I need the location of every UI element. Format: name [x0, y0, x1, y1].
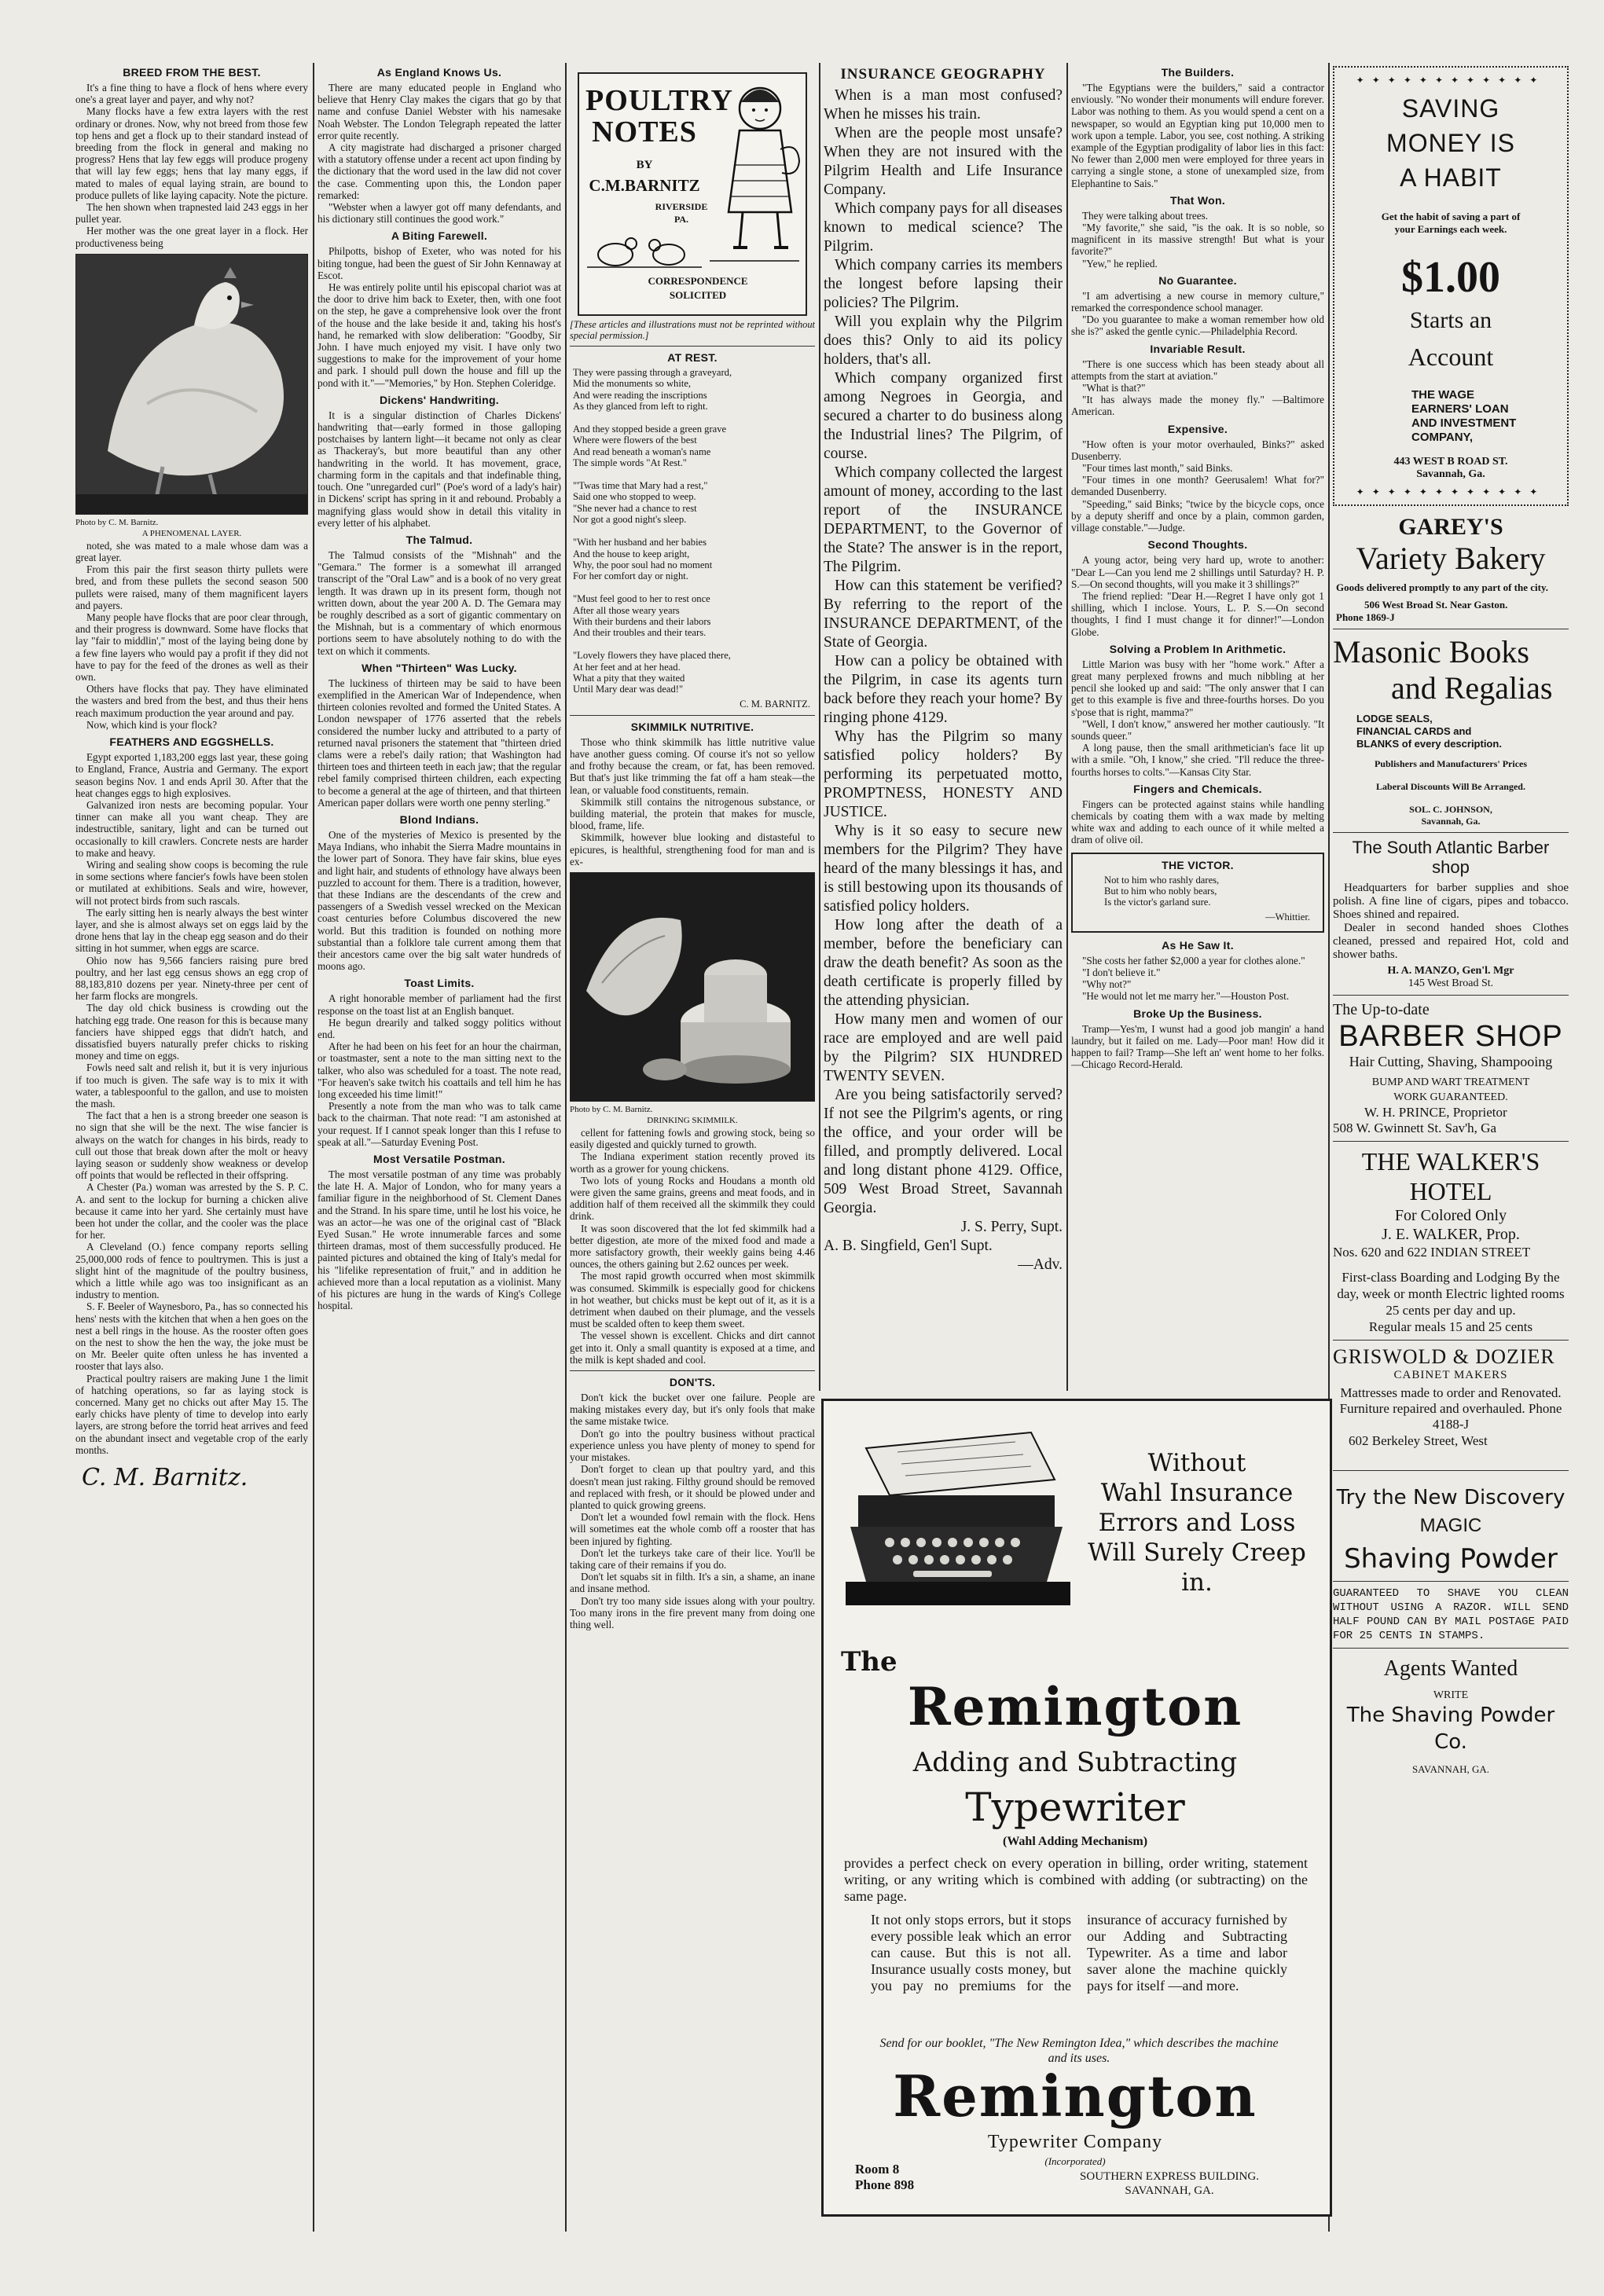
ad-border-dots: ✦✦✦✦✦✦✦✦✦✦✦✦: [1356, 486, 1546, 497]
paragraph: cellent for fattening fowls and growing stock, being so easily digested and quickly turned to growth.: [570, 1127, 815, 1151]
adv-mark: —Adv.: [1018, 1256, 1063, 1273]
paragraph: Which company pays for all diseases known to medical science? The Pilgrim.: [824, 200, 1063, 255]
article-title: The Talmud.: [406, 533, 473, 546]
walker-text: First-class Boarding and Lodging By the day, week or month Electric lighted rooms 25 cents per day and up.: [1337, 1270, 1565, 1318]
walker-hotel-title: THE WALKER'S HOTEL: [1361, 1147, 1540, 1205]
article-title: Second Thoughts.: [1147, 538, 1248, 552]
headline-line: MONEY IS: [1386, 129, 1515, 157]
paragraph: Will you explain why the Pilgrim does this? Only to aid its policy holders, that's all.: [824, 314, 1063, 368]
paragraph: Why is it so easy to secure new members for the Pilgrim? They have heard of the many blessings it has, and is still bestowing upon its thousands of satisfied policy holders.: [824, 823, 1063, 915]
paragraph: Tramp—Yes'm, I wunst had a good job mangin' a hand laundry, but it failed on me. Lady—Poor man! How did it happen to fail? Tramp—She left an' went home to her folks.—Chicago Record-Herald.: [1071, 1022, 1324, 1071]
article-title: INSURANCE GEOGRAPHY: [840, 66, 1046, 83]
column-rule: [819, 63, 820, 1391]
paragraph: Don't kick the bucket over one failure. People are making mistakes every day, but it's only fools that make the same mistake twice.: [570, 1392, 815, 1428]
paragraph: Are you being satisfactorily served? If not see the Pilgrim's agents, or ring the office, and your order will be filled, and promptly delivered. Local and long distant phone 4129. Office, 509 West Broad Street, Savannah Georgia.: [824, 1087, 1063, 1216]
paragraph: Those who think skimmilk has little nutritive value have another guess coming. Of course it's not so yellow and frothy because the cream, or fat, has been removed. But that's just like trimming the fat off a ham steak—the lean, or valuable food constituents, remain.: [570, 735, 815, 796]
paragraph: "I don't believe it.": [1082, 966, 1161, 978]
phone-line: Phone 898: [855, 2177, 915, 2192]
company-line: AND INVESTMENT: [1411, 416, 1517, 430]
paragraph: The luckiness of thirteen may be said to have been exemplified in the American War of Independence, when thirteen colonies revolted and formed the United States. A London newspaper of 1776 asserted that the rebels considered the number lucky and attributed to a party of returned naval prisoners the statement that "thirteen dried clams were a rebel's daily ration; that Washington had thirteen toes and thirteen teeth in each jaw; that the regular rebel family comprised thirteen children, each expecting to become a general at the age of thirteen, and that thirteen American paper dollars were worth one penny sterling.": [317, 677, 561, 809]
masthead-place: PA.: [674, 214, 689, 225]
masthead-title-line: NOTES: [592, 116, 697, 149]
paragraph: Others have flocks that pay. They have eliminated the wasters and bred from the best, and thus their hens reach maximum production the year around and pay.: [75, 683, 308, 719]
paragraph: "Webster when a lawyer got off many defendants, and his dictionary still continues the good work.": [317, 201, 561, 226]
barber-treatment: BUMP AND WART TREATMENT: [1371, 1076, 1530, 1088]
victor-poem-box: [1071, 853, 1324, 933]
remington-body: provides a perfect check on every operation in billing, order writing, statement writing, or any writing which is combined with adding (or subtracting) on the same page.: [844, 1855, 1308, 1904]
paragraph: The early sitting hen is nearly always the best winter layer, and she is almost always set on eggs laid by the drone hens that lay in the cheap egg season and do their sitting in hot summer, when eggs are scarce.: [75, 906, 308, 955]
remington-advertisement: [821, 1399, 1332, 2217]
masthead-author: C.M.BARNITZ: [589, 176, 700, 195]
column-rule: [565, 63, 567, 2232]
paragraph: "Speeding," said Binks; "twice by the bicycle cops, once by a deputy sheriff and once by a plain, common garden, village constable."—Judge.: [1071, 497, 1324, 534]
paragraph: When are the people most unsafe? When they are not insured with the Pilgrim Health and Life Insurance Company.: [824, 125, 1063, 198]
poultry-notes-masthead: [578, 72, 807, 316]
griswold-address: 602 Berkeley Street, West: [1349, 1433, 1488, 1448]
paragraph: Which company carries its members the longest before lapsing their policies? The Pilgrim.: [824, 257, 1063, 311]
room-line: Room 8: [855, 2162, 900, 2177]
shaving-agents-wanted: Agents Wanted: [1383, 1656, 1518, 1681]
paragraph: How long after the death of a member, before the beneficiary can draw the death benefit? As soon as the death certificate is properly filled by the attending physician.: [824, 917, 1063, 1009]
company-line: EARNERS' LOAN: [1411, 402, 1509, 416]
paragraph: One of the mysteries of Mexico is presented by the Maya Indians, who inhabit the Sierra Madre mountains in the lower part of Sonora. They have fair skins, blue eyes and light hair, and students of ethnology have always been puzzled to account for them. There is a tradition, however, that these Indians are the descendants of the crew and passengers of a Swedish vessel wrecked on the Mexican coast centuries before Columbus discovered the new world. But this tradition is founded on nothing more substantial than a folklore tale current among them that their ancestors came over the big salt water hundreds of moons ago.: [317, 828, 561, 973]
barber-services: Hair Cutting, Shaving, Shampooing: [1349, 1054, 1553, 1069]
article-title: FEATHERS AND EGGSHELLS.: [109, 735, 274, 749]
shaving-guarantee: GUARANTEED TO SHAVE YOU CLEAN WITHOUT USING A RAZOR. WILL SEND HALF POUND CAN BY MAIL POSTAGE PAID FOR 25 CENTS IN STAMPS.: [1333, 1587, 1569, 1642]
paragraph: "He would not let me marry her."—Houston Post.: [1082, 990, 1290, 1003]
paragraph: "Well, I don't know," answered her mother cautiously. "It sounds queer.": [1071, 717, 1324, 742]
photo-caption: A PHENOMENAL LAYER.: [141, 528, 242, 538]
ad-headline: [1341, 91, 1561, 195]
griswold-title: GRISWOLD & DOZIER: [1333, 1345, 1555, 1368]
remington-address: [1020, 2169, 1319, 2198]
garey-phone: Phone 1869-J: [1336, 611, 1395, 623]
poem-signature: —Whittier.: [1264, 911, 1310, 922]
paragraph: Which company collected the largest amount of money, according to the last report of the INSURANCE DEPARTMENT, to the Governor of the State? The answer is in the report, The Pilgrim.: [824, 464, 1063, 575]
column-5: [1071, 61, 1324, 1389]
masonic-line: Publishers and Manufacturers' Prices: [1374, 758, 1528, 769]
article-title: Solving a Problem In Arithmetic.: [1109, 642, 1287, 655]
divider: [1333, 1470, 1569, 1471]
divider: [570, 1370, 815, 1371]
article-title: Toast Limits.: [404, 977, 475, 990]
masonic-line: FINANCIAL CARDS and: [1356, 725, 1472, 737]
remington-typewriter: Typewriter: [965, 1784, 1185, 1830]
article-title: The Builders.: [1161, 66, 1235, 79]
shaving-magic: MAGIC: [1419, 1515, 1482, 1536]
divider: [1333, 1340, 1569, 1341]
column-rule: [1066, 63, 1068, 1391]
divider: [570, 715, 815, 716]
column-1: [75, 61, 308, 2238]
barber-supply-text: Dealer in second handed shoes Clothes cleaned, pressed and repaired Hot, cold and shower baths.: [1333, 922, 1569, 961]
barber-supply-address: 145 West Broad St.: [1408, 977, 1494, 989]
article-title: A Biting Farewell.: [391, 229, 488, 243]
paragraph: Ohio now has 9,566 fanciers raising pure bred poultry, and her last egg census shows an egg crop of 88,183,810 dozens per year. Ninety-three per cent of her farm flocks are mongrels.: [75, 954, 308, 1003]
paragraph: Now, which kind is your flock?: [86, 718, 218, 731]
paragraph: The day old chick business is crowding out the hatching egg trade. One reason for this is because many fanciers have shipped eggs that didn't hatch, and dissatisfied buyers naturally prefer chicks to risking money and time on eggs.: [75, 1002, 308, 1062]
barber-supply-mgr: H. A. MANZO, Gen'l. Mgr: [1387, 965, 1514, 977]
article-title: SKIMMILK NUTRITIVE.: [630, 720, 754, 733]
barber-supply-title: The South Atlantic Barber shop: [1352, 838, 1550, 877]
paragraph: A young actor, being very hard up, wrote to another: "Dear L—Can you lend me 2 shillings until Saturday? H. P. S.—On second thoughts, will you make it 3 shillings?": [1071, 554, 1324, 590]
article-title: As He Saw It.: [1162, 938, 1234, 952]
paragraph: Many people have flocks that are poor clear through, and their progress is downward. Some have flocks that lay "fair to middlin'," most of the laying being done by a few fine layers who would pay a profit if they did not have to pay for the feed of the drones as well as their own.: [75, 611, 308, 684]
signature-line: J. S. Perry, Supt.: [960, 1219, 1063, 1235]
paragraph: He begun drearily and talked soggy politics without end.: [317, 1016, 561, 1041]
paragraph: "Four times in one month? Geerusalem! What for?" demanded Dusenberry.: [1071, 474, 1324, 498]
paragraph: Skimmilk, however blue looking and distasteful to epicures, is healthful, strengthening food for man and is ex-: [570, 831, 815, 867]
article-title: When "Thirteen" Was Lucky.: [362, 661, 517, 674]
column-3: [570, 61, 815, 2238]
masthead-title-line: POULTRY: [585, 84, 733, 117]
masonic-line: LODGE SEALS,: [1356, 713, 1433, 724]
paragraph: He was entirely polite until his episcopal chariot was at the door to drive him back to Exeter, then, with one foot on the step, he gave a comprehensive look over the front of the house and the lake beside it and, taking his host's hand, he remarked with slow deliberation: "Goodby, Sir John. I have much enjoyed my visit. I have only two suggestions to make for the improvement of your home and park. I should pull down the house and fill up the pond with it."—"Memories," by Hon. Stephen Coleridge.: [317, 281, 561, 389]
masonic-line: Laberal Discounts Will Be Arranged.: [1376, 781, 1525, 792]
headline-line: Will Surely Creep in.: [1088, 1539, 1306, 1597]
paragraph: "There is one success which has been steady about all attempts from the start at aviation.": [1071, 358, 1324, 382]
ad-amount: $1.00: [1401, 253, 1500, 302]
chickens-illustration: [587, 228, 702, 272]
paragraph: When is a man most confused? When he misses his train.: [824, 87, 1063, 123]
masonic-title: and Regalias: [1391, 670, 1553, 706]
walker-prop: J. E. WALKER, Prop.: [1382, 1226, 1520, 1243]
griswold-text: Mattresses made to order and Renovated. Furniture repaired and overhauled. Phone 4188-J: [1339, 1385, 1562, 1432]
article-title: BREED FROM THE BEST.: [123, 66, 261, 79]
poem-title: AT REST.: [667, 351, 718, 364]
paragraph: The most versatile postman of any time was probably the late H. A. Major of London, who for many years a familiar figure in the neighborhood of St. Clement Danes and the Strand. In his spare time, until he lost his voice, he was an actor—he was one of the original cast of "Black Eyed Susan." He wrote innumerable farces and some thirteen dramas, most of them successfully produced. He painted pictures and obtained the king of Italy's medal for his "lifelike representation of fruit," and in addition he achieved more than a local reputation as a violinist. Many of his pictures are hung in the wards of King's College hospital.: [317, 1168, 561, 1312]
paragraph: Fowls need salt and relish it, but it is very injurious if too much is given. The safe way is to mix it with water, a tablespoonful to the gallon, and use to moisten the mash.: [75, 1062, 308, 1109]
paragraph: S. F. Beeler of Waynesboro, Pa., has so connected his hens' nests with the kitchen that when a hen goes on the nest a bell rings in the house. As the rooster often goes on the nest to show the hen the way, the joke must be on Mr. Beeler quite often unless he has invented a rooster that lays also.: [75, 1300, 308, 1373]
article-title: Expensive.: [1167, 422, 1228, 435]
paragraph: It's a fine thing to have a flock of hens where every one's a great layer and payer, and why not?: [75, 82, 308, 106]
company-line: THE WAGE: [1411, 388, 1475, 402]
masonic-lines: [1356, 713, 1569, 750]
paragraph: The fact that a hen is a strong breeder one season is no sign that she will be the next. The wise fancier is always on the watch for changes in his birds, ready to cull out those that break down after the molt or heavy laying season or suddenly show weakness or develop off points that would be reflected in their offspring.: [75, 1109, 308, 1182]
photo-credit: Photo by C. M. Barnitz.: [75, 517, 159, 527]
shaving-company: The Shaving Powder Co.: [1346, 1704, 1555, 1754]
paragraph: "What is that?": [1082, 382, 1146, 394]
girl-with-hen-illustration: [703, 79, 806, 275]
poem-text: Not to him who rashly dares, But to him who nobly bears, Is the victor's garland sure.: [1104, 874, 1220, 908]
paragraph: How many men and women of our race are employed and are well paid by the Pilgrim? SIX HUNDRED TWENTY SEVEN.: [824, 1011, 1063, 1084]
divider: [570, 346, 815, 347]
remington-mechanism: (Wahl Adding Mechanism): [1002, 1835, 1148, 1848]
masonic-city: Savannah, Ga.: [1421, 816, 1481, 827]
hen-photo-image: [76, 255, 307, 514]
paragraph: A city magistrate had discharged a prisoner charged with a statutory offense under a recent act upon finding by the dictionary that the word used in the law did not cover the case. Commenting upon this, the London paper remarked:: [317, 141, 561, 201]
masthead-solicited: SOLICITED: [669, 289, 727, 301]
garey-title: GAREY'S: [1398, 514, 1503, 540]
paragraph: Her mother was the one great layer in a flock. Her productiveness being: [75, 225, 308, 249]
paragraph: The friend replied: "Dear H.—Regret I have only got 1 shilling, which I inclose. Yours, L. P. S.—On second thoughts, I find I must change it for dinner!"—London Globe.: [1071, 589, 1324, 638]
column-2: [317, 61, 561, 2238]
remington-company-brand: Remington: [893, 2063, 1257, 2129]
paragraph: "Four times last month," said Binks.: [1082, 462, 1233, 475]
paragraph: "My favorite," she said, "is the oak. It is so noble, so magnificent in its massive strength! But what is your favorite?": [1071, 222, 1324, 258]
ad-line: Starts an: [1409, 307, 1492, 333]
paragraph: A Cleveland (O.) fence company reports selling 25,000,000 rods of fence to poultrymen. This is just a slight hint of the magnitude of the poultry business, which a little while ago was too insignificant as an industry to mention.: [75, 1241, 308, 1301]
headline-line: SAVING: [1401, 94, 1500, 123]
divider: [1333, 1648, 1569, 1649]
shaving-headline: Try the New Discovery: [1336, 1486, 1565, 1509]
photo-caption: DRINKING SKIMMILK.: [647, 1116, 738, 1126]
wage-earners-ad: [1333, 66, 1569, 506]
paragraph: "The Egyptians were the builders," said a contractor enviously. "No wonder their monuments will endure forever. Labor was nothing to them. As you would spend a cent on a newspaper, so would an Egyptian king put 10,000 men to work upon a temple. Labor, you see, cost nothing. A striking example of the Egyptian prodigality of labor lies in this fact: No fewer than 2,000 men were employed for three years in carrying a single stone, a stone of unexampled size, from Elephantine to Sais.": [1071, 82, 1324, 189]
shaving-city: SAVANNAH, GA.: [1411, 1763, 1490, 1775]
ad-sub: Get the habit of saving a part of your Earnings each week.: [1381, 211, 1521, 235]
ad-border-dots: ✦✦✦✦✦✦✦✦✦✦✦✦: [1356, 75, 1546, 86]
barber-address: 508 W. Gwinnett St. Sav'h, Ga: [1333, 1120, 1497, 1135]
paragraph: Don't let squabs sit in filth. It's a sin, a shame, an inane and insane method.: [570, 1571, 815, 1595]
paragraph: Two lots of young Rocks and Houdans a month old were given the same grains, greens and meat foods, and in addition half of them received all the skimmilk they could drink.: [570, 1174, 815, 1223]
paragraph: A right honorable member of parliament had the first response on the toast list at an English banquet.: [317, 992, 561, 1017]
poem-text: They were passing through a graveyard, Mid the monuments so white, And were reading the inscriptions As they glanced from left to right. And they stopped beside a green grave Where were flowers of the best And read beneath a woman's name The simple words "At Rest." "'Twas time that Mary had a rest," Said one who stopped to weep. "She never had a chance to rest Nor got a good night's sleep. "With her husband and her babies And the house to keep aright, Why, the poor soul had no moment For her comfort day or night. "Must feel good to her to rest once After all those weary years With their burdens and their labors And their troubles and their tears. "Lovely flowers they have placed there, At her feet and at her head. What a pity that they waited Until Mary dear was dead!": [573, 367, 732, 695]
paragraph: Fingers can be protected against stains while handling chemicals by coating them with a wax made by melting white wax and adding to each ounce of it while melted a dram of olive oil.: [1071, 798, 1324, 846]
column-6-ads: [1333, 61, 1569, 2238]
paragraph: Don't let a wounded fowl remain with the flock. Hens will sometimes eat the whole comb off a rooster that has been injured by fighting.: [570, 1511, 815, 1547]
paragraph: "It has always made the money fly." —Baltimore American.: [1071, 394, 1324, 418]
garey-address: 506 West Broad St. Near Gaston.: [1364, 599, 1508, 611]
garey-bakery: Variety Bakery: [1356, 541, 1546, 576]
paragraph: noted, she was mated to a male whose dam was a great layer.: [75, 539, 308, 564]
paragraph: How can this statement be verified? By referring to the report of the INSURANCE DEPARTMENT, of the State of Georgia.: [824, 578, 1063, 651]
headline-line: Errors and Loss: [1098, 1509, 1296, 1537]
paragraph: Many flocks have a few extra layers with the rest ordinary or drones. Now, why not breed from those few top hens and get a flock up to their standard instead of breeding from the flock in general and making no progress? Hens that lay few eggs will produce progeny that will lay few eggs; hens that lay many eggs, if mated to males of equal laying strain, are bound to produce pullets of like laying capacity. Note the picture.: [75, 105, 308, 201]
paragraph: It was soon discovered that the lot fed skimmilk had a better digestion, ate more of the mixed food and made a more satisfactory growth, their weekly gains being 4.46 ounces, the others gaining but 2.62 ounces per week.: [570, 1222, 815, 1271]
paragraph: From this pair the first season thirty pullets were bred, and from these pullets the second season 500 pullets were raised, many of them magnificent layers and payers.: [75, 563, 308, 611]
paragraph: Egypt exported 1,183,200 eggs last year, these going to England, France, Austria and Germany. The export season begins Nov. 1 and ends April 30. After that the heat changes eggs to high explosives.: [75, 751, 308, 799]
barber-shop-title: BARBER SHOP: [1338, 1020, 1563, 1053]
paragraph: Practical poultry raisers are making June 1 the limit of hatching operations, so far as laying stock is concerned. Many get no chicks out after May 15. The early chicks have plenty of time to develop into early layers, are strong before the torrid heat arrives and feed on the abundant insect and vegetable crop of the early months.: [75, 1372, 308, 1456]
paragraph: "Yew," he replied.: [1082, 257, 1158, 270]
walker-address: Nos. 620 and 622 INDIAN STREET: [1333, 1245, 1531, 1260]
paragraph: How can a policy be obtained with the Pilgrim, in case its agents turn back before they reach your home? By ringing phone 4129.: [824, 653, 1063, 726]
paragraph: Little Marion was busy with her "home work." After a great many perplexed frowns and much nibbling at her pencil she looked up and said: "The only answer that I can get to this example is five and three-fourths horses. Do you s'pose that is right, mamma?": [1071, 658, 1324, 718]
remington-incorporated: (Incorporated): [1044, 2155, 1106, 2167]
column-4: [824, 61, 1063, 1389]
paragraph: "She costs her father $2,000 a year for clothes alone.": [1082, 954, 1305, 966]
article-title: Dickens' Handwriting.: [380, 393, 499, 406]
paragraph: Don't forget to clean up that poultry yard, and this doesn't mean just raking. Filthy ground should be removed and replaced with fresh, or it should be plowed under and planted to quick growing greens.: [570, 1463, 815, 1511]
paragraph: A long pause, then the small arithmetician's face lit up with a smile. "Oh, I know," she cried. "I'll reduce the three-fourths horses to colts."—Kansas City Star.: [1071, 742, 1324, 778]
paragraph: The vessel shown is excellent. Chicks and dirt cannot get into it. Only a small quantity is exposed at a time, and the milk is kept shaded and cool.: [570, 1330, 815, 1366]
paragraph: Why has the Pilgrim so many satisfied policy holders? By performing its perpetuated motto, PROMPTNESS, HONESTY AND JUSTICE.: [824, 728, 1063, 820]
company-line: COMPANY,: [1411, 431, 1474, 444]
article-title: Invariable Result.: [1150, 342, 1246, 355]
remington-company: Typewriter Company: [987, 2132, 1163, 2152]
divider: [1333, 1581, 1569, 1582]
author-signature: C. M. Barnitz.: [82, 1464, 248, 1492]
divider: [1333, 1141, 1569, 1142]
headline-line: A HABIT: [1400, 163, 1502, 192]
headline-line: Wahl Insurance: [1100, 1479, 1294, 1507]
ad-address: 443 WEST B ROAD ST.: [1393, 456, 1508, 468]
paragraph: They were talking about trees.: [1082, 209, 1209, 222]
article-title: As England Knows Us.: [376, 66, 502, 79]
masonic-line: BLANKS of every description.: [1356, 738, 1502, 750]
remington-body: It not only stops errors, but it stops every possible leak which an error can cause. But this is not all. Insurance usually costs money, but you pay no premiums for the insurance of accuracy furnished by our Adding and Subtracting Typewriter. As a time and labor saver alone the machine quickly pays for itself —and more.: [871, 1912, 1287, 1993]
hen-photo: [75, 254, 308, 515]
remington-booklet: Send for our booklet, "The New Remington Idea," which describes the machine and its uses.: [879, 2037, 1279, 2065]
divider: [1333, 832, 1569, 833]
remington-adding: Adding and Subtracting: [912, 1747, 1238, 1778]
masonic-title: Masonic Books: [1333, 634, 1529, 669]
paragraph: Don't go into the poultry business without practical experience unless you have plenty of money to spend for your mistakes.: [570, 1427, 815, 1464]
ad-line: Account: [1408, 343, 1494, 371]
garey-text: Goods delivered promptly to any part of the city.: [1336, 581, 1548, 593]
photo-credit: Photo by C. M. Barnitz.: [570, 1105, 653, 1115]
shaving-powder: Shaving Powder: [1344, 1543, 1558, 1575]
remington-brand: Remington: [907, 1676, 1243, 1737]
skimmilk-photo: [570, 872, 815, 1102]
paragraph: The hen shown when trapnested laid 243 eggs in her pullet year.: [75, 201, 308, 226]
barber-up-to-date: The Up-to-date: [1333, 1001, 1430, 1018]
paragraph: Don't try too many side issues along with your poultry. Too many irons in the fire prevent many from doing one thing well.: [570, 1594, 815, 1630]
barber-guaranteed: WORK GUARANTEED.: [1393, 1091, 1508, 1103]
paragraph: "Why not?": [1082, 978, 1132, 991]
article-title: DON'TS.: [669, 1376, 716, 1389]
paragraph: "I am advertising a new course in memory culture," remarked the correspondence school manager.: [1071, 289, 1324, 314]
paragraph: Galvanized iron nests are becoming popular. Your tinner can make all you want cheap. They are indestructible, sanitary, light and can be turned out occasionally to kill crawlers. Concrete nests are harder to make and heavy.: [75, 798, 308, 859]
poem-signature: C. M. BARNITZ.: [740, 698, 810, 710]
article-title: Most Versatile Postman.: [373, 1153, 505, 1166]
skimmilk-photo-image: [571, 873, 814, 1101]
barber-supply-text: Headquarters for barber supplies and shoe polish. A fine line of cigars, pipes and tobacco. Shoes shined and repaired.: [1333, 882, 1569, 921]
column-rule: [313, 63, 314, 2232]
headline-line: Without: [1147, 1449, 1246, 1477]
masthead-place: RIVERSIDE: [655, 201, 708, 212]
griswold-sub: CABINET MAKERS: [1393, 1369, 1508, 1381]
paragraph: "How often is your motor overhauled, Binks?" asked Dusenberry.: [1071, 438, 1324, 462]
article-title: Broke Up the Business.: [1133, 1007, 1262, 1020]
paragraph: Don't let the turkeys take care of their lice. You'll be taking care of their remains if you do.: [570, 1546, 815, 1571]
paragraph: It is a singular distinction of Charles Dickens' handwriting that—early formed in those galloping postchaises by lantern light—it became not only as clear as Thackeray's, but more beautiful than any other handwriting in the world. It has movement, grace, charming form in the capitals and that indefinable thing, touch. One "unregarded curl" (Poe's word of a lady's hair) in Dickens' script has spring in it and rebound. Probably a magnifying glass would show in detail this vitality in every letter of his alphabet.: [317, 409, 561, 529]
paragraph: There are many educated people in England who believe that Henry Clay makes the cigars that go by that name and confuse Daniel Webster with his namesake Noah Webster. The London Telegraph repeated the latter error quite recently.: [317, 82, 561, 141]
ad-city: Savannah, Ga.: [1416, 468, 1485, 480]
paragraph: The most rapid growth occurred when most skimmilk was consumed. Skimmilk is especially good for chickens in hot weather, but chicks must be kept out of it, as it is a detriment when daubed on their plumage, and the vessels must be scalded often to keep them sweet.: [570, 1270, 815, 1330]
poem-title: THE VICTOR.: [1162, 858, 1234, 871]
article-title: Fingers and Chemicals.: [1133, 782, 1262, 795]
paragraph: Wiring and sealing show coops is becoming the rule in some sections where fancier's fowls have been stolen or mutilated at exhibitions. Seals and wire, however, will not protect birds from such rascals.: [75, 858, 308, 907]
walker-colored-only: For Colored Only: [1394, 1207, 1507, 1224]
divider: [1333, 995, 1569, 996]
remington-headline: [1075, 1448, 1319, 1597]
paragraph: Presently a note from the man who was to talk came back to the chairman. That note read: "I am astonished at your request. If I cannot speak longer than this I refuse to speak at all."—Saturday Evening Post.: [317, 1100, 561, 1148]
paragraph: "Do you guarantee to make a woman remember how old she is?" asked the gentle cynic.—Philadelphia Record.: [1071, 314, 1324, 338]
paragraph: Skimmilk still contains the nitrogenous substance, or building material, the protein that makes for muscle, blood, frame, life.: [570, 795, 815, 832]
paragraph: Philpotts, bishop of Exeter, who was noted for his biting tongue, had been the guest of Sir John Kennaway at Escot.: [317, 245, 561, 281]
masthead-title: [585, 84, 733, 149]
paragraph: Which company organized first among Negroes in Georgia, and secured a charter to do business along the Industrial lines? The Pilgrim, of course.: [824, 370, 1063, 462]
masonic-owner: SOL. C. JOHNSON,: [1409, 804, 1492, 815]
paragraph: The Indiana experiment station recently proved its worth as a grower for young chickens.: [570, 1150, 815, 1175]
remington-the: The: [841, 1646, 897, 1678]
signature-line: A. B. Singfield, Gen'l Supt.: [824, 1238, 993, 1254]
article-title: Blond Indians.: [399, 812, 479, 826]
paragraph: After he had been on his feet for an hour the chairman, or toastmaster, sent a note to the man sitting next to the talker, who also was scheduled for a toast. The note read, "For heaven's sake twitch his coattails and tell him he has long exceeded his time limit!": [317, 1040, 561, 1101]
address-line: SAVANNAH, GA.: [1125, 2184, 1214, 2197]
remington-room: [855, 2162, 914, 2193]
masthead-by: BY: [636, 159, 653, 171]
barber-proprietor: W. H. PRINCE, Proprietor: [1364, 1105, 1507, 1120]
masthead-correspondence: CORRESPONDENCE: [648, 275, 748, 287]
walker-meals: Regular meals 15 and 25 cents: [1368, 1319, 1533, 1334]
address-line: SOUTHERN EXPRESS BUILDING.: [1080, 2170, 1259, 2183]
paragraph: A Chester (Pa.) woman was arrested by the S. P. C. A. and sent to the lockup for burning a chicken alive because it came into her yard. She certainly must have been hot under the collar, and the cooler was the place for her.: [75, 1181, 308, 1242]
article-title: No Guarantee.: [1158, 273, 1237, 287]
wage-company: [1411, 388, 1561, 445]
paragraph: The Talmud consists of the "Mishnah" and the "Gemara." The former is a somewhat ill arranged transcript of the "Oral Law" and is a book of no very great length. It was drawn up in its present form, though not written down, about the year 200 A. D. The Gemara may be roughly described as a sort of gigantic commentary on the Mishnah, but is a commentary of which enormous portions seem to have absolutely nothing to do with the text on which it comments.: [317, 548, 561, 657]
article-title: That Won.: [1169, 193, 1226, 207]
shaving-write: WRITE: [1433, 1689, 1469, 1701]
typewriter-illustration: [835, 1417, 1070, 1613]
reprint-notice: [These articles and illustrations must not be reprinted without special permission.]: [570, 319, 815, 341]
